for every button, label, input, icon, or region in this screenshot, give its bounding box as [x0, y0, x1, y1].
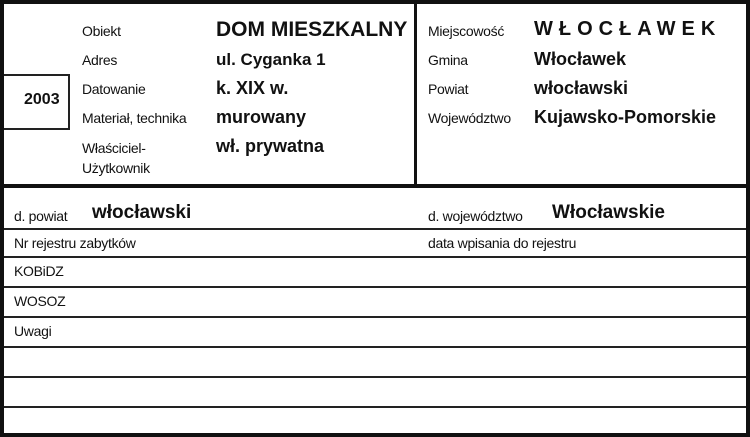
- notes-label: Uwagi: [14, 323, 52, 339]
- town-value: WŁOCŁAWEK: [534, 18, 722, 40]
- year-box-right: [68, 74, 70, 130]
- wosoz-label: WOSOZ: [14, 293, 66, 309]
- row-line-3: [4, 286, 746, 288]
- row-line-6: [4, 376, 746, 378]
- material-label: Materiał, technika: [82, 110, 187, 126]
- row-line-4: [4, 316, 746, 318]
- row-line-2: [4, 256, 746, 258]
- commune-value: Włocławek: [534, 49, 627, 69]
- owner-label-line1: Właściciel-: [82, 140, 146, 156]
- former-county-value: włocławski: [92, 202, 192, 223]
- dating-value: k. XIX w.: [216, 78, 289, 98]
- row-line-7: [4, 406, 746, 408]
- voivodeship-value: Kujawsko-Pomorskie: [534, 107, 717, 127]
- top-divider: [414, 4, 417, 186]
- former-voivodeship-label: d. województwo: [428, 208, 523, 224]
- town-label: Miejscowość: [428, 23, 505, 39]
- address-label: Adres: [82, 52, 118, 68]
- top-section-bottom-border: [4, 184, 746, 188]
- voivodeship-label: Województwo: [428, 110, 511, 126]
- year-box-bottom: [4, 128, 70, 130]
- registry-date-label: data wpisania do rejestru: [428, 235, 577, 251]
- row-line-1: [4, 228, 746, 230]
- county-value: włocławski: [534, 78, 629, 98]
- dating-label: Datowanie: [82, 81, 146, 97]
- former-county-label: d. powiat: [14, 208, 68, 224]
- object-label: Obiekt: [82, 23, 121, 39]
- year-box-top: [4, 74, 70, 76]
- year: 2003: [24, 91, 60, 108]
- owner-label-line2: Użytkownik: [82, 160, 150, 176]
- object-value: DOM MIESZKALNY: [216, 18, 408, 41]
- former-voivodeship-value: Włocławskie: [552, 202, 665, 223]
- owner-value: wł. prywatna: [216, 136, 325, 156]
- commune-label: Gmina: [428, 52, 468, 68]
- row-line-5: [4, 346, 746, 348]
- kobidz-label: KOBiDZ: [14, 263, 64, 279]
- material-value: murowany: [216, 107, 307, 127]
- registry-number-label: Nr rejestru zabytków: [14, 235, 136, 251]
- county-label: Powiat: [428, 81, 469, 97]
- address-value: ul. Cyganka 1: [216, 50, 326, 69]
